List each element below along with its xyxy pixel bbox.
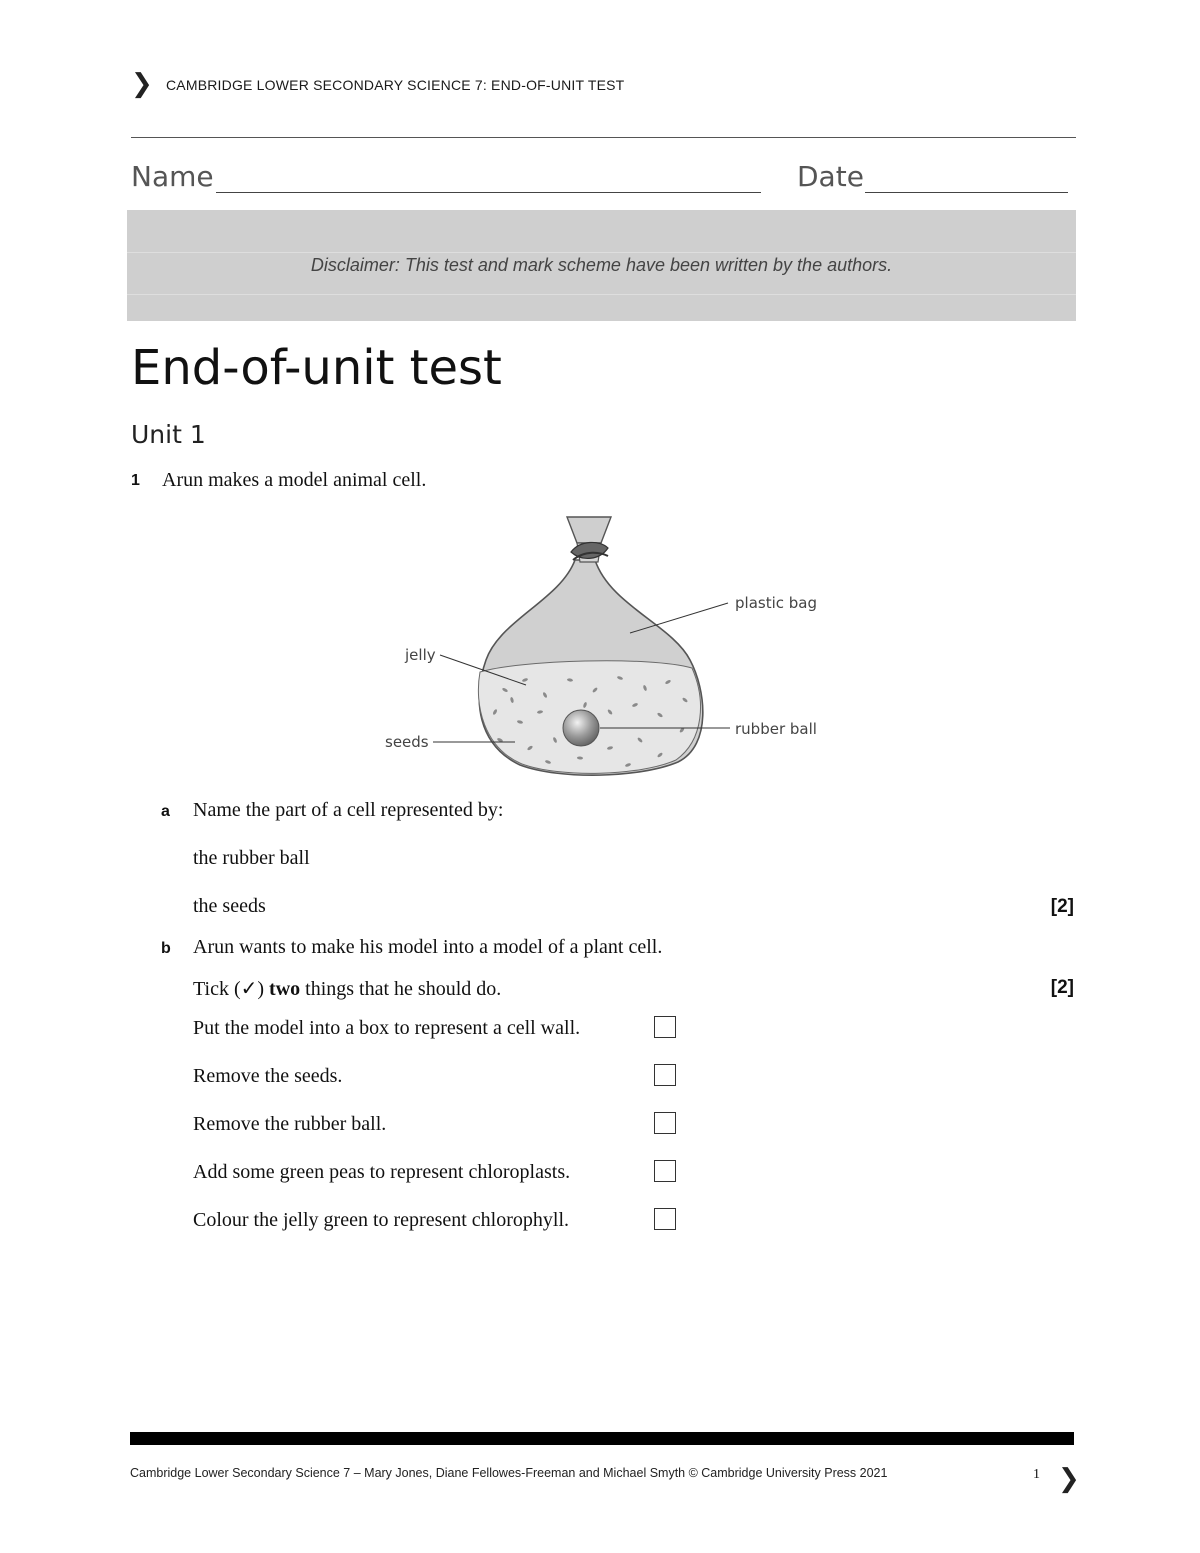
option-2-label: Remove the seeds. <box>193 1065 343 1087</box>
option-3-checkbox[interactable] <box>654 1112 676 1134</box>
date-field-line[interactable] <box>865 192 1068 193</box>
unit-heading: Unit 1 <box>131 420 206 449</box>
model-cell-diagram <box>370 505 840 785</box>
option-5-label: Colour the jelly green to represent chlorophyll. <box>193 1209 570 1231</box>
footer-bar <box>130 1432 1074 1445</box>
name-label: Name <box>131 160 214 193</box>
label-plastic-bag: plastic bag <box>735 594 817 612</box>
label-rubber-ball: rubber ball <box>735 720 817 738</box>
part-a-marks: [2] <box>1050 896 1074 917</box>
date-label: Date <box>797 160 864 193</box>
part-b-instruction: Tick (✓) two things that he should do. <box>193 978 502 1000</box>
option-1-label: Put the model into a box to represent a cell wall. <box>193 1017 581 1039</box>
question-stem: Arun makes a model animal cell. <box>162 469 427 491</box>
option-3-label: Remove the rubber ball. <box>193 1113 387 1135</box>
footer-copyright: Cambridge Lower Secondary Science 7 – Mary Jones, Diane Fellowes-Freeman and Michael Smyth © Cambridge University Press 2021 <box>130 1466 888 1480</box>
chevron-right-icon: ❯ <box>131 69 153 99</box>
part-a-item-2: the seeds <box>193 895 266 917</box>
option-2-checkbox[interactable] <box>654 1064 676 1086</box>
option-4-label: Add some green peas to represent chloroplasts. <box>193 1161 571 1183</box>
part-b-text: Arun wants to make his model into a model of a plant cell. <box>193 936 663 958</box>
option-1-checkbox[interactable] <box>654 1016 676 1038</box>
label-jelly: jelly <box>405 646 436 664</box>
label-seeds: seeds <box>385 733 429 751</box>
part-a-item-1: the rubber ball <box>193 847 310 869</box>
option-4-checkbox[interactable] <box>654 1160 676 1182</box>
header-rule <box>131 137 1076 138</box>
option-5-checkbox[interactable] <box>654 1208 676 1230</box>
running-header: CAMBRIDGE LOWER SECONDARY SCIENCE 7: END-OF-UNIT TEST <box>166 77 625 93</box>
next-page-icon[interactable]: ❯ <box>1058 1464 1080 1494</box>
rubber-ball-shape <box>563 710 599 746</box>
question-number: 1 <box>131 472 140 489</box>
part-b-letter: b <box>161 940 171 957</box>
disclaimer-text: Disclaimer: This test and mark scheme have been written by the authors. <box>310 255 893 275</box>
page-number: 1 <box>1033 1467 1040 1482</box>
disclaimer-box <box>127 210 1076 321</box>
name-field-line[interactable] <box>216 192 761 193</box>
part-a-letter: a <box>161 803 170 820</box>
part-b-marks: [2] <box>1050 977 1074 998</box>
part-a-text: Name the part of a cell represented by: <box>193 799 504 821</box>
page-title: End-of-unit test <box>131 340 502 396</box>
